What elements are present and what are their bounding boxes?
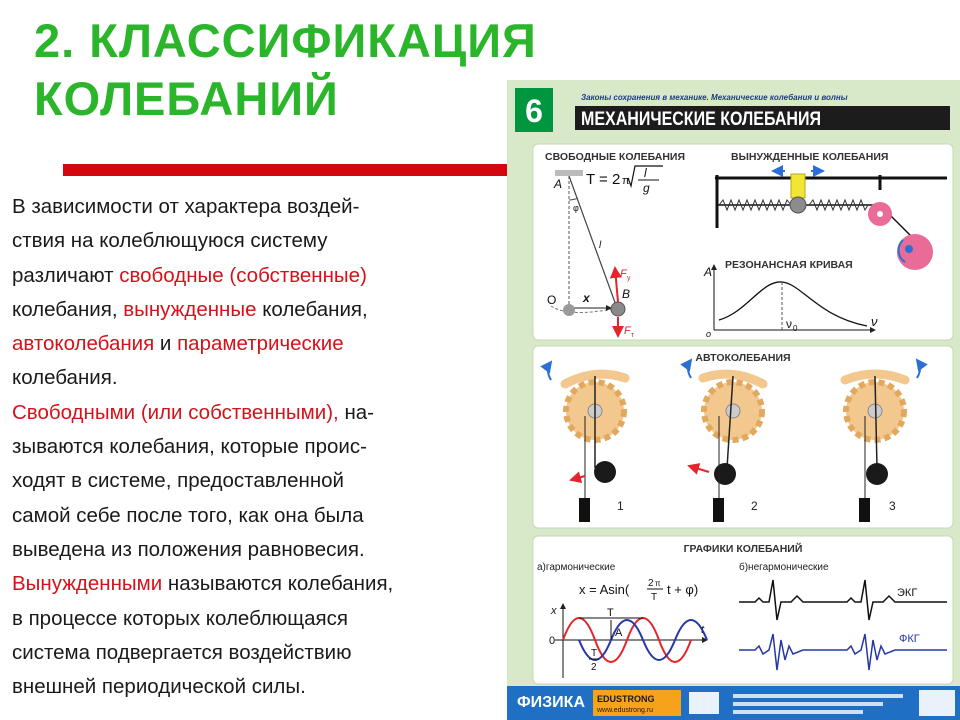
term-parametric-oscillations: параметрические [177, 332, 344, 356]
corner-logo-icon [919, 690, 955, 716]
resonance-title: РЕЗОНАНСНАЯ КРИВАЯ [725, 259, 853, 271]
harmonic-label: а)гармонические [537, 562, 616, 573]
poster-subtitle: Законы сохранения в механике. Механические колебания и волны [581, 93, 848, 102]
term-free-definition: Свободными (или собственными), [12, 400, 339, 424]
text-fragment: и [154, 332, 178, 356]
escapement-number: 2 [751, 499, 758, 513]
text-line: система подвергается воздействию [12, 640, 352, 664]
text-line: колебания. [12, 366, 118, 390]
term-forced-oscillations: вынужденные [123, 297, 257, 321]
label-O: O [547, 293, 557, 307]
weight-icon [859, 498, 870, 522]
ekg-label: ЭКГ [897, 587, 918, 599]
harmonic-formula-start: x = Asin( [579, 582, 630, 597]
graphs-title: ГРАФИКИ КОЛЕБАНИЙ [683, 543, 803, 555]
escapement-number: 3 [889, 499, 896, 513]
label-Fy: F [620, 268, 627, 280]
half-period-T: T [591, 648, 598, 659]
label-Ft-sub: т [631, 332, 635, 339]
term-self-oscillations: автоколебания [12, 332, 155, 356]
poster-number: 6 [525, 93, 543, 129]
pendulum-ball [611, 302, 625, 316]
fine-print-line [733, 710, 863, 714]
free-oscillations-title: СВОБОДНЫЕ КОЛЕБАНИЯ [545, 151, 686, 163]
gear-hub [726, 404, 740, 418]
yellow-slider [791, 174, 805, 198]
fkg-label: ФКГ [899, 633, 920, 645]
label-phi: φ [573, 203, 579, 213]
pendulum-bob [714, 463, 736, 485]
text-line: выведена из положения равновесия. [12, 537, 365, 561]
drive-wheel-pin [905, 245, 913, 253]
poster-title: МЕХАНИЧЕСКИЕ КОЛЕБАНИЯ [581, 109, 821, 130]
label-Ft: F [624, 325, 631, 337]
fine-print-line [733, 702, 883, 706]
period-label: T [607, 607, 614, 619]
weight-icon [579, 498, 590, 522]
text-line: в процессе которых колеблющаяся [12, 606, 348, 630]
text-fragment: называются колебания, [162, 572, 394, 596]
label-Fy-sub: у [627, 275, 631, 282]
secondary-logo-icon [689, 692, 719, 714]
harmonic-axis-t-label: t [701, 624, 705, 636]
half-period-2: 2 [591, 662, 597, 673]
text-line: В зависимости от характера воздей- [12, 195, 360, 218]
harmonic-axis-x-label: x [551, 605, 557, 617]
text-line: самой себе после того, как она была [12, 503, 364, 527]
harmonic-formula-T: T [651, 592, 658, 603]
period-formula-T: T = 2 [586, 171, 621, 188]
text-line: внешней периодической силы. [12, 675, 306, 699]
nonharmonic-label: б)негармонические [739, 562, 829, 573]
resonance-label-o: o [706, 329, 712, 339]
resonance-label-nu: ν [871, 314, 878, 329]
poster-footer-brand: ФИЗИКА [517, 694, 585, 711]
pendulum-bob [594, 461, 616, 483]
resonance-label-A: A [704, 265, 713, 279]
publisher-logo-text: EDUSTRONG [597, 694, 655, 704]
drive-wheel-hub [877, 211, 883, 217]
period-formula-l: l [644, 166, 647, 180]
slide-title-line2: КОЛЕБАНИЙ [34, 72, 339, 125]
text-line: ствия на колеблющуюся систему [12, 229, 328, 253]
text-fragment: колебания, [12, 297, 124, 321]
pendulum-support [555, 170, 583, 176]
label-x: x [583, 291, 590, 305]
term-free-oscillations: свободные (собственные) [119, 263, 367, 287]
harmonic-zero-label: 0 [549, 635, 556, 647]
resonance-label-nu0-sub: 0 [793, 324, 798, 333]
resonance-label-nu0: ν [786, 317, 792, 331]
pendulum-bob [866, 463, 888, 485]
escapement-number: 1 [617, 499, 624, 513]
poster-footer [507, 686, 960, 720]
harmonic-formula-pi: π [655, 579, 661, 588]
fine-print-line [733, 694, 903, 698]
period-formula-pi: π [622, 175, 630, 187]
text-fragment: на- [338, 400, 374, 424]
period-formula-g: g [643, 181, 650, 195]
definition-text [12, 190, 512, 704]
publisher-site: www.edustrong.ru [597, 707, 654, 714]
pendulum-ball-rest [563, 304, 575, 316]
text-line: зываются колебания, которые проис- [12, 435, 367, 459]
harmonic-formula-2: 2 [648, 578, 654, 589]
amplitude-label: A [615, 627, 623, 639]
physics-poster-image [507, 80, 960, 720]
text-fragment: колебания, [256, 297, 368, 321]
term-forced-definition: Вынужденными [12, 572, 163, 596]
slide-title-line1: 2. КЛАССИФИКАЦИЯ [34, 14, 537, 67]
text-line: ходят в системе, предоставленной [12, 469, 345, 493]
auto-oscillations-title: АВТОКОЛЕБАНИЯ [695, 352, 791, 364]
label-l: l [599, 240, 602, 251]
forced-ball [790, 197, 806, 213]
label-B: B [622, 287, 631, 301]
weight-icon [713, 498, 724, 522]
text-fragment: различают [12, 263, 120, 287]
title-underline-bar [63, 164, 508, 176]
label-A: A [554, 177, 563, 191]
forced-oscillations-title: ВЫНУЖДЕННЫЕ КОЛЕБАНИЯ [731, 151, 889, 163]
harmonic-formula-end: t + φ) [667, 582, 699, 597]
